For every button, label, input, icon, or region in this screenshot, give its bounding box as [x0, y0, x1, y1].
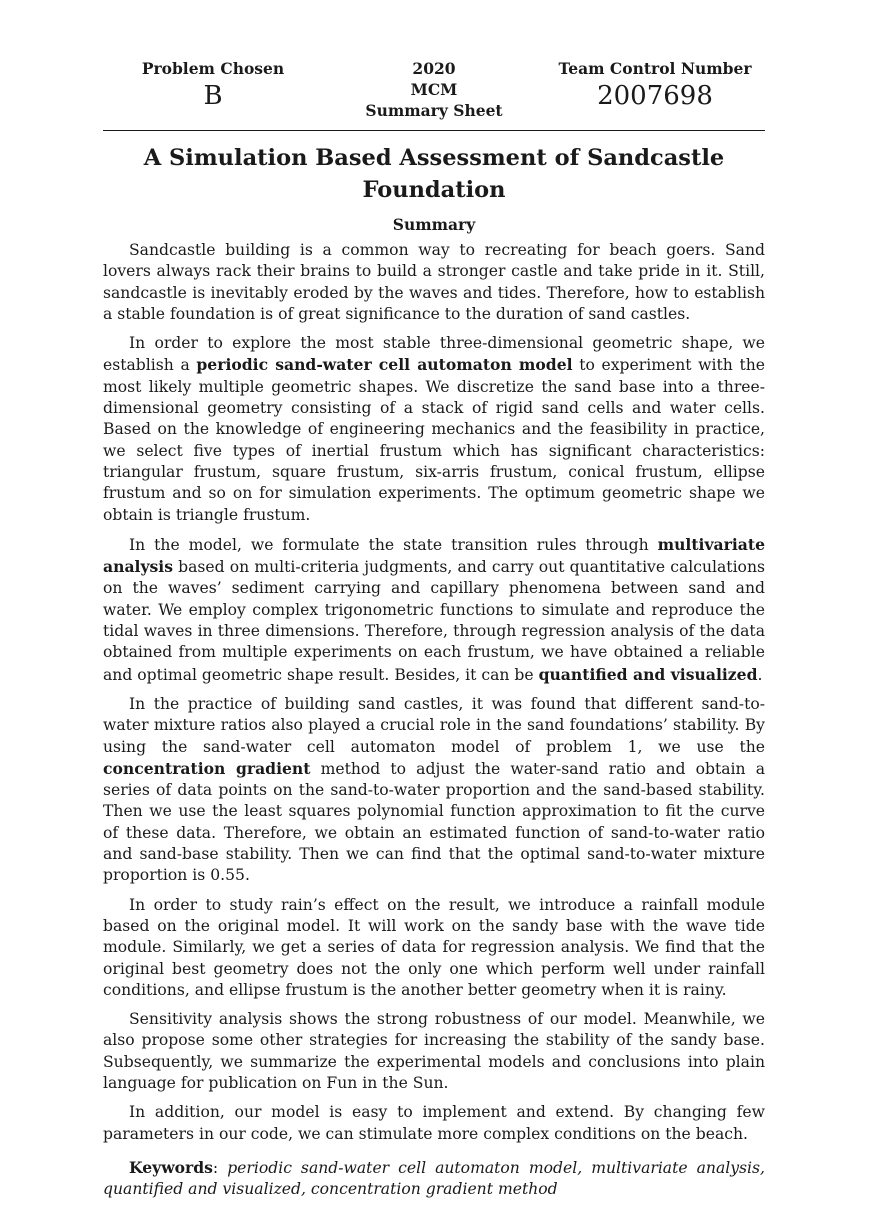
paper-title: A Simulation Based Assessment of Sandcastle Foundation: [143, 145, 725, 203]
bold-term: concentration gradient: [103, 758, 311, 778]
problem-chosen: [103, 58, 323, 113]
contest-info: [334, 58, 534, 121]
bold-term: multivariate analysis: [103, 534, 765, 577]
paragraph-4: [103, 694, 765, 887]
paragraph-1: [103, 240, 765, 325]
paragraph-text: Sandcastle building is a common way to recreating for beach goers. Sand lovers always rack their brains to build a stronger castle and take pride in it. Still, sandcastle is inevitably eroded by the waves and tides. Therefore, how to establish a stable foundation is of great significance to the duration of sand castles.: [103, 241, 765, 323]
summary-body: [103, 240, 765, 1145]
keywords-label: Keywords: [129, 1157, 213, 1177]
paragraph-text: based on multi-criteria judgments, and carry out quantitative calculations on the waves’ sediment carrying and capillary phenomena between sand and water. We employ complex trigonometric functions to simulate and reproduce the tidal waves in three dimensions. Therefore, through regression analysis of the data obtained from multiple experiments on each frustum, we have obtained a reliable and optimal geometric shape result. Besides, it can be: [103, 558, 765, 684]
bold-term: quantified and visualized: [538, 664, 758, 684]
keywords-separator: :: [212, 1158, 228, 1177]
contest-name: MCM: [410, 80, 458, 99]
paragraph-7: [103, 1102, 765, 1145]
paragraph-text: In order to explore the most stable three-dimensional geometric shape, we establish a: [103, 334, 765, 375]
contest-year: 2020: [412, 59, 456, 78]
summary-heading: Summary: [392, 215, 476, 234]
paragraph-text: to experiment with the most likely multiple geometric shapes. We discretize the sand base into a three-dimensional geometry consisting of a stack of rigid sand cells and water cells. Based on the knowledge of engineering mechanics and the feasibility in practice, we select five types of inertial frustum which has significant characteristics: triangular frustum, square frustum, six-arris frustum, conical frustum, ellipse frustum and so on for simulation experiments. The optimum geometric shape we obtain is triangle frustum.: [103, 356, 766, 524]
paragraph-text: method to adjust the water-sand ratio and obtain a series of data points on the sand-to-water proportion and the sand-based stability. Then we use the least squares polynomial function approximation to fit the curve of these data. Therefore, we obtain an estimated function of sand-to-water ratio and sand-base stability. Then we can find that the optimal sand-to-water mixture proportion is 0.55.: [103, 759, 765, 885]
paragraph-3: [103, 534, 765, 686]
problem-chosen-value: B: [203, 81, 223, 111]
summary-sheet: [103, 58, 765, 1200]
paragraph-text: In order to study rain’s effect on the result, we introduce a rainfall module based on the original model. It will work on the sandy base with the wave tide module. Similarly, we get a series of data for regression analysis. We find that the original best geometry does not the only one which perform well under rainfall conditions, and ellipse frustum is the another better geometry when it is rainy.: [103, 895, 765, 999]
paragraph-text: In addition, our model is easy to implement and extend. By changing few parameters in our code, we can stimulate more complex conditions on the beach.: [103, 1103, 765, 1143]
team-control: [545, 58, 765, 113]
paragraph-text: .: [757, 665, 763, 684]
sheet-name: Summary Sheet: [365, 101, 503, 120]
header: [103, 58, 765, 121]
keywords-list: periodic sand-water cell automaton model, multivariate analysis, quantified and visualized, concentration gradient method: [103, 1158, 765, 1199]
team-control-label: Team Control Number: [558, 59, 752, 78]
paragraph-text: In the practice of building sand castles, it was found that different sand-to-water mixture ratios also played a crucial role in the sand foundations’ stability. By using the sand-water cell automaton model of problem 1, we use the: [103, 694, 765, 756]
keywords: [103, 1157, 765, 1201]
paragraph-6: [103, 1009, 765, 1094]
team-control-value: 2007698: [597, 81, 713, 111]
paragraph-text: Sensitivity analysis shows the strong robustness of our model. Meanwhile, we also propose some other strategies for increasing the stability of the sandy base. Subsequently, we summarize the experimental models and conclusions into plain language for publication on Fun in the Sun.: [103, 1010, 765, 1092]
problem-chosen-label: Problem Chosen: [141, 59, 285, 78]
paragraph-2: [103, 333, 765, 526]
paragraph-5: [103, 895, 765, 1001]
paragraph-text: In the model, we formulate the state transition rules through: [129, 535, 658, 554]
bold-term: periodic sand-water cell automaton model: [196, 355, 573, 375]
header-rule: [103, 130, 765, 131]
